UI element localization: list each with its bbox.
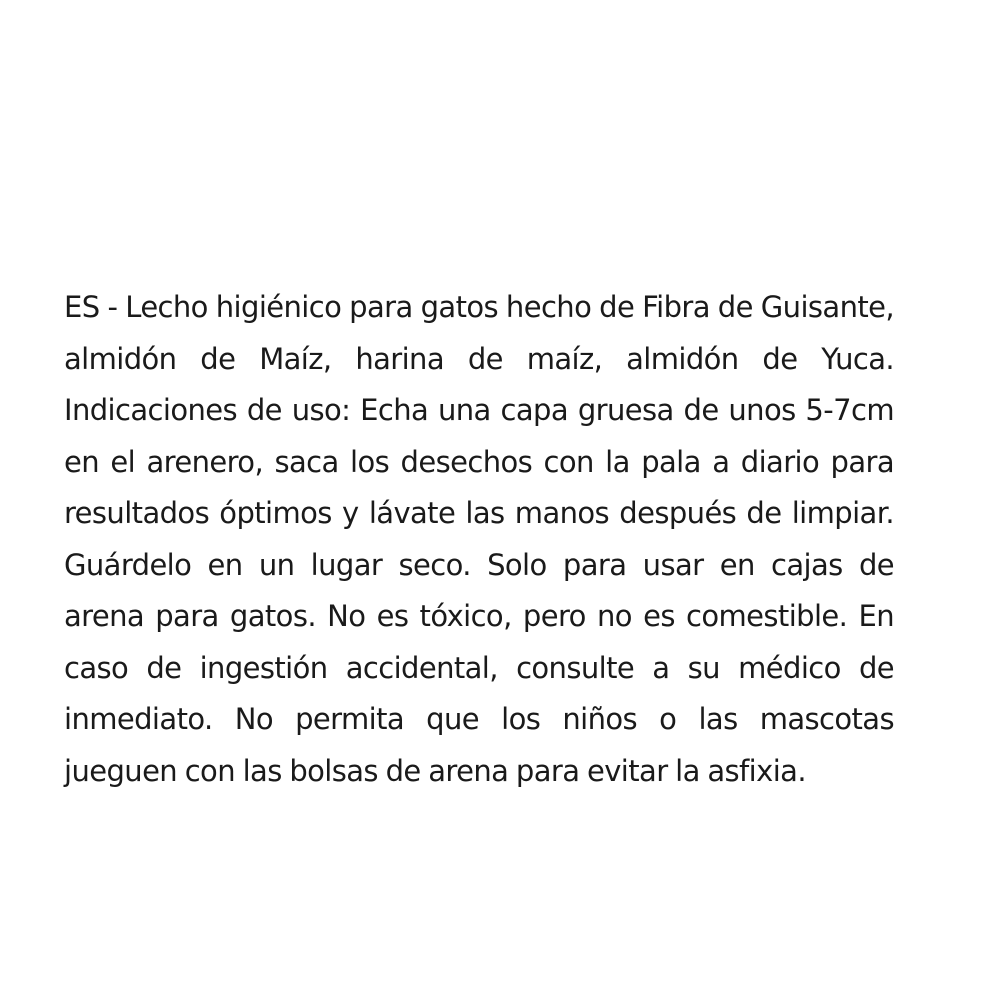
product-instructions-paragraph: ES - Lecho higiénico para gatos hecho de Fibra de Guisante, almidón de Maíz, harina de maíz, almidón de Yuca. Indicaciones de uso: Echa una capa gruesa de unos 5-7cm en el arenero, saca los desechos con la pala a diario para resultados óptimos y lávate las manos después de limpiar. Guárdelo en un lugar seco. Solo para usar en cajas de arena para gatos. No es tóxico, pero no es comestible. En caso de ingestión accidental, consulte a su médico de inmediato. No permita que los niños o las mascotas jueguen con las bolsas de arena para evitar la asfixia. <box>64 290 894 788</box>
